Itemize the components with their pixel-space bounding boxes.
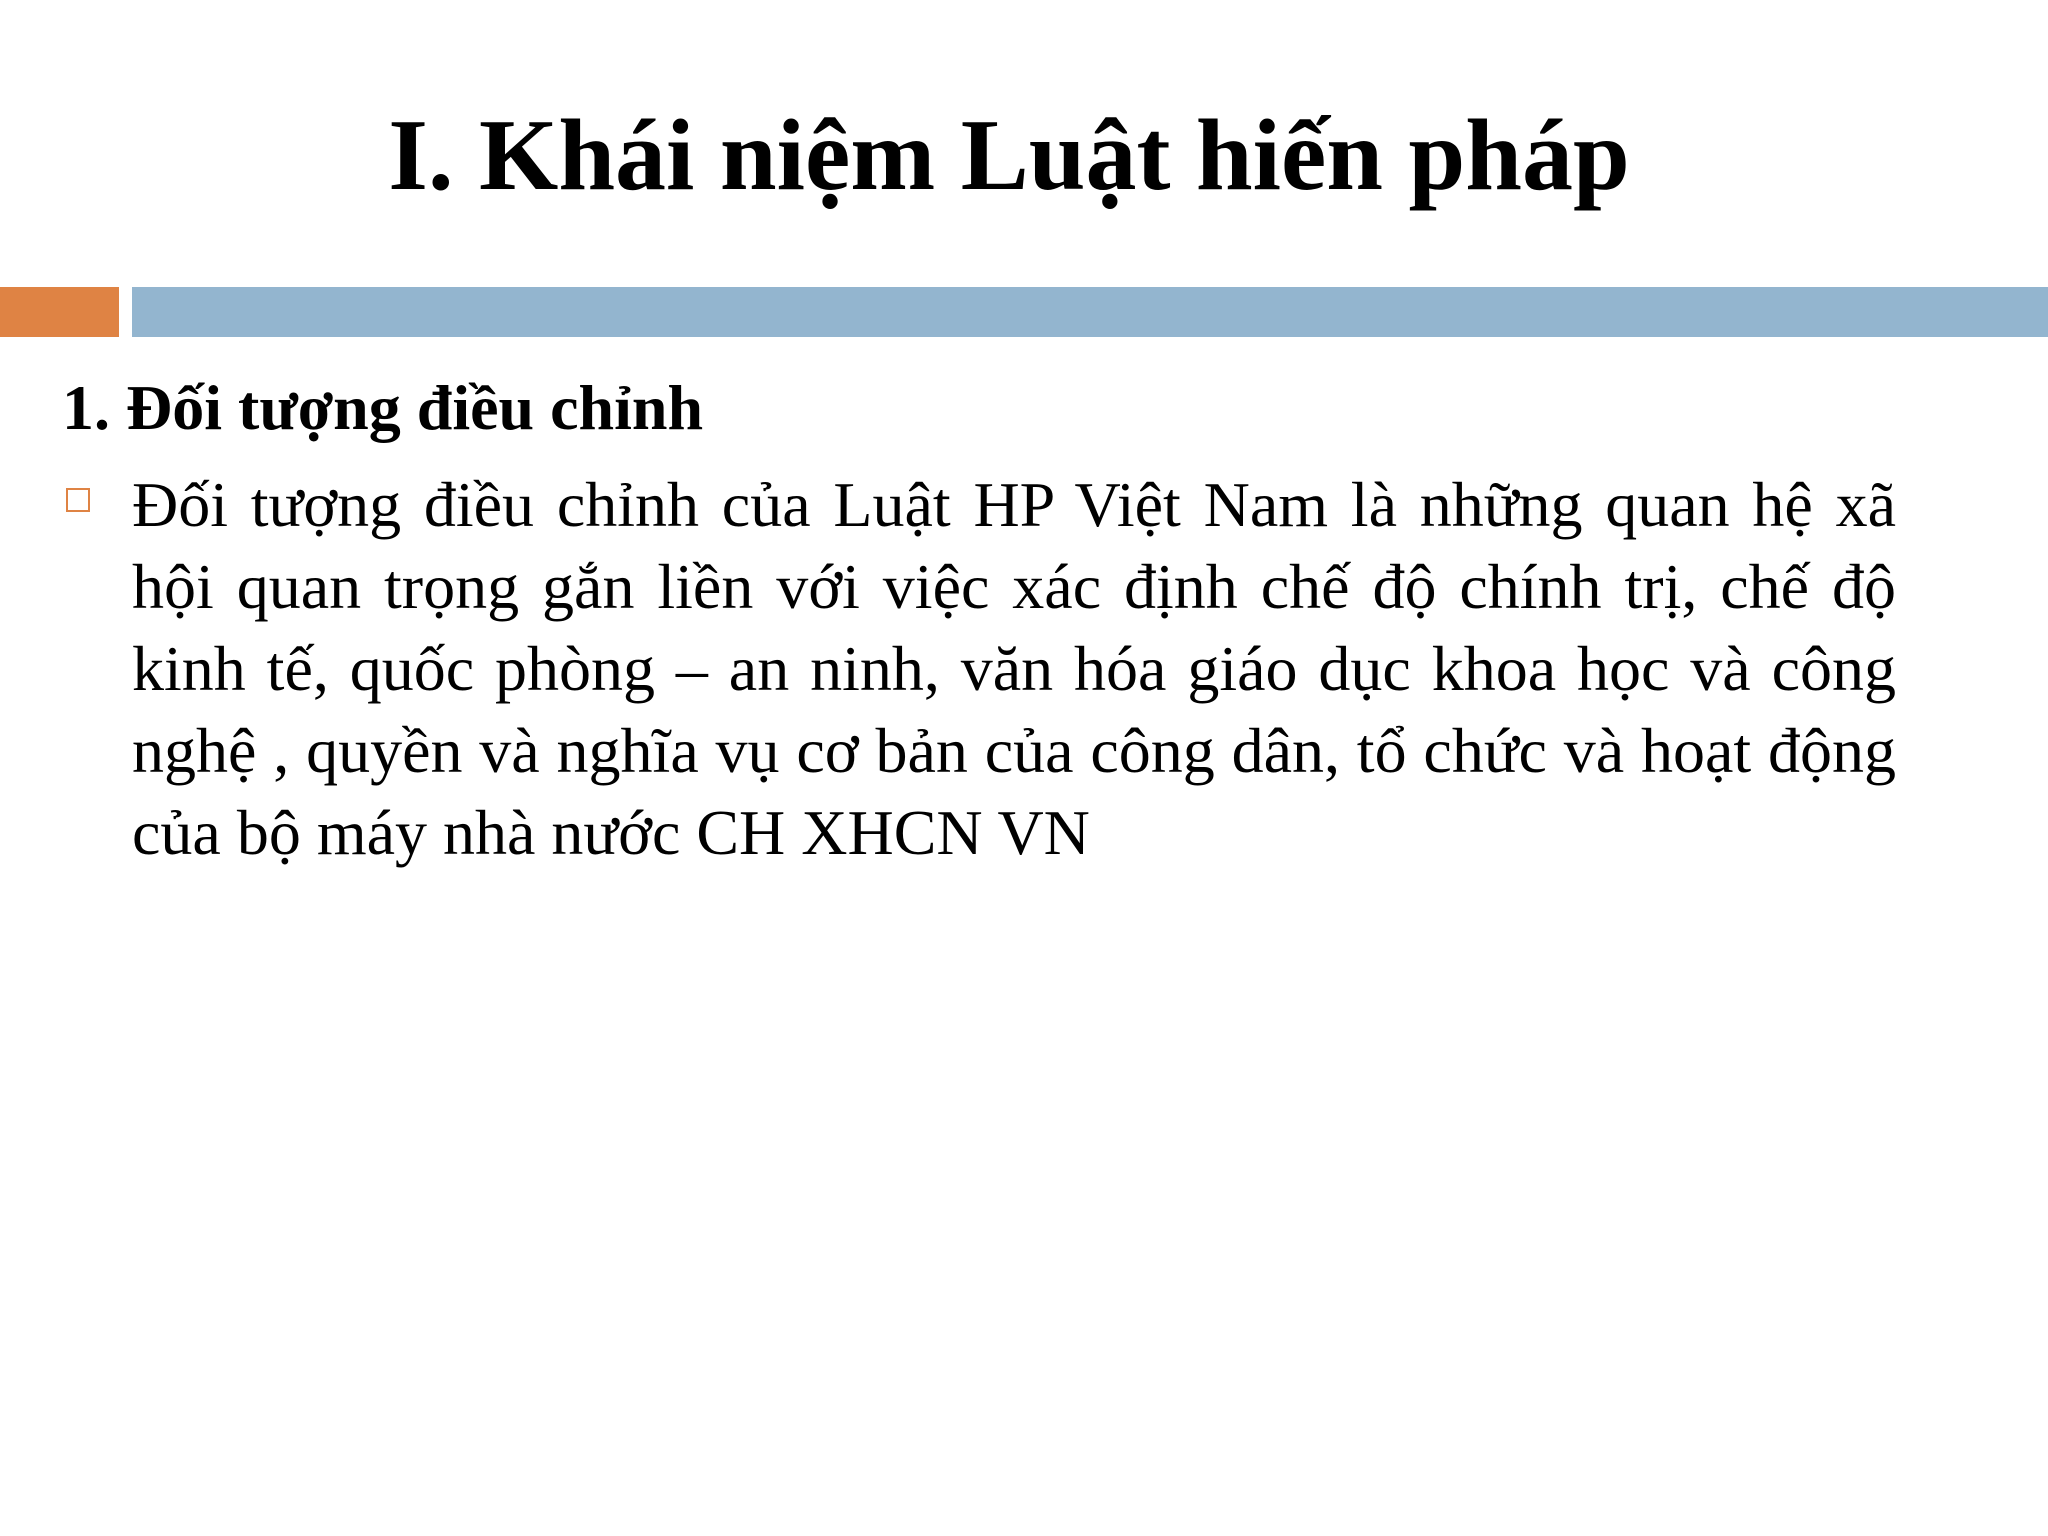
accent-bar-blue [132, 287, 2048, 337]
accent-bar-orange [0, 287, 119, 337]
hollow-square-bullet-icon [66, 488, 90, 512]
section-heading: 1. Đối tượng điều chỉnh [62, 372, 704, 443]
bullet-paragraph: Đối tượng điều chỉnh của Luật HP Việt Nam là những quan hệ xã hội quan trọng gắn liền với việc xác định chế độ chính trị, chế độ kinh tế, quốc phòng – an ninh, văn hóa giáo dục khoa học và công nghệ , quyền và nghĩa vụ cơ bản của công dân, tổ chức và hoạt động của bộ máy nhà nước CH XHCN VN [132, 469, 1896, 868]
slide-title: I. Khái niệm Luật hiến pháp [388, 99, 1630, 212]
